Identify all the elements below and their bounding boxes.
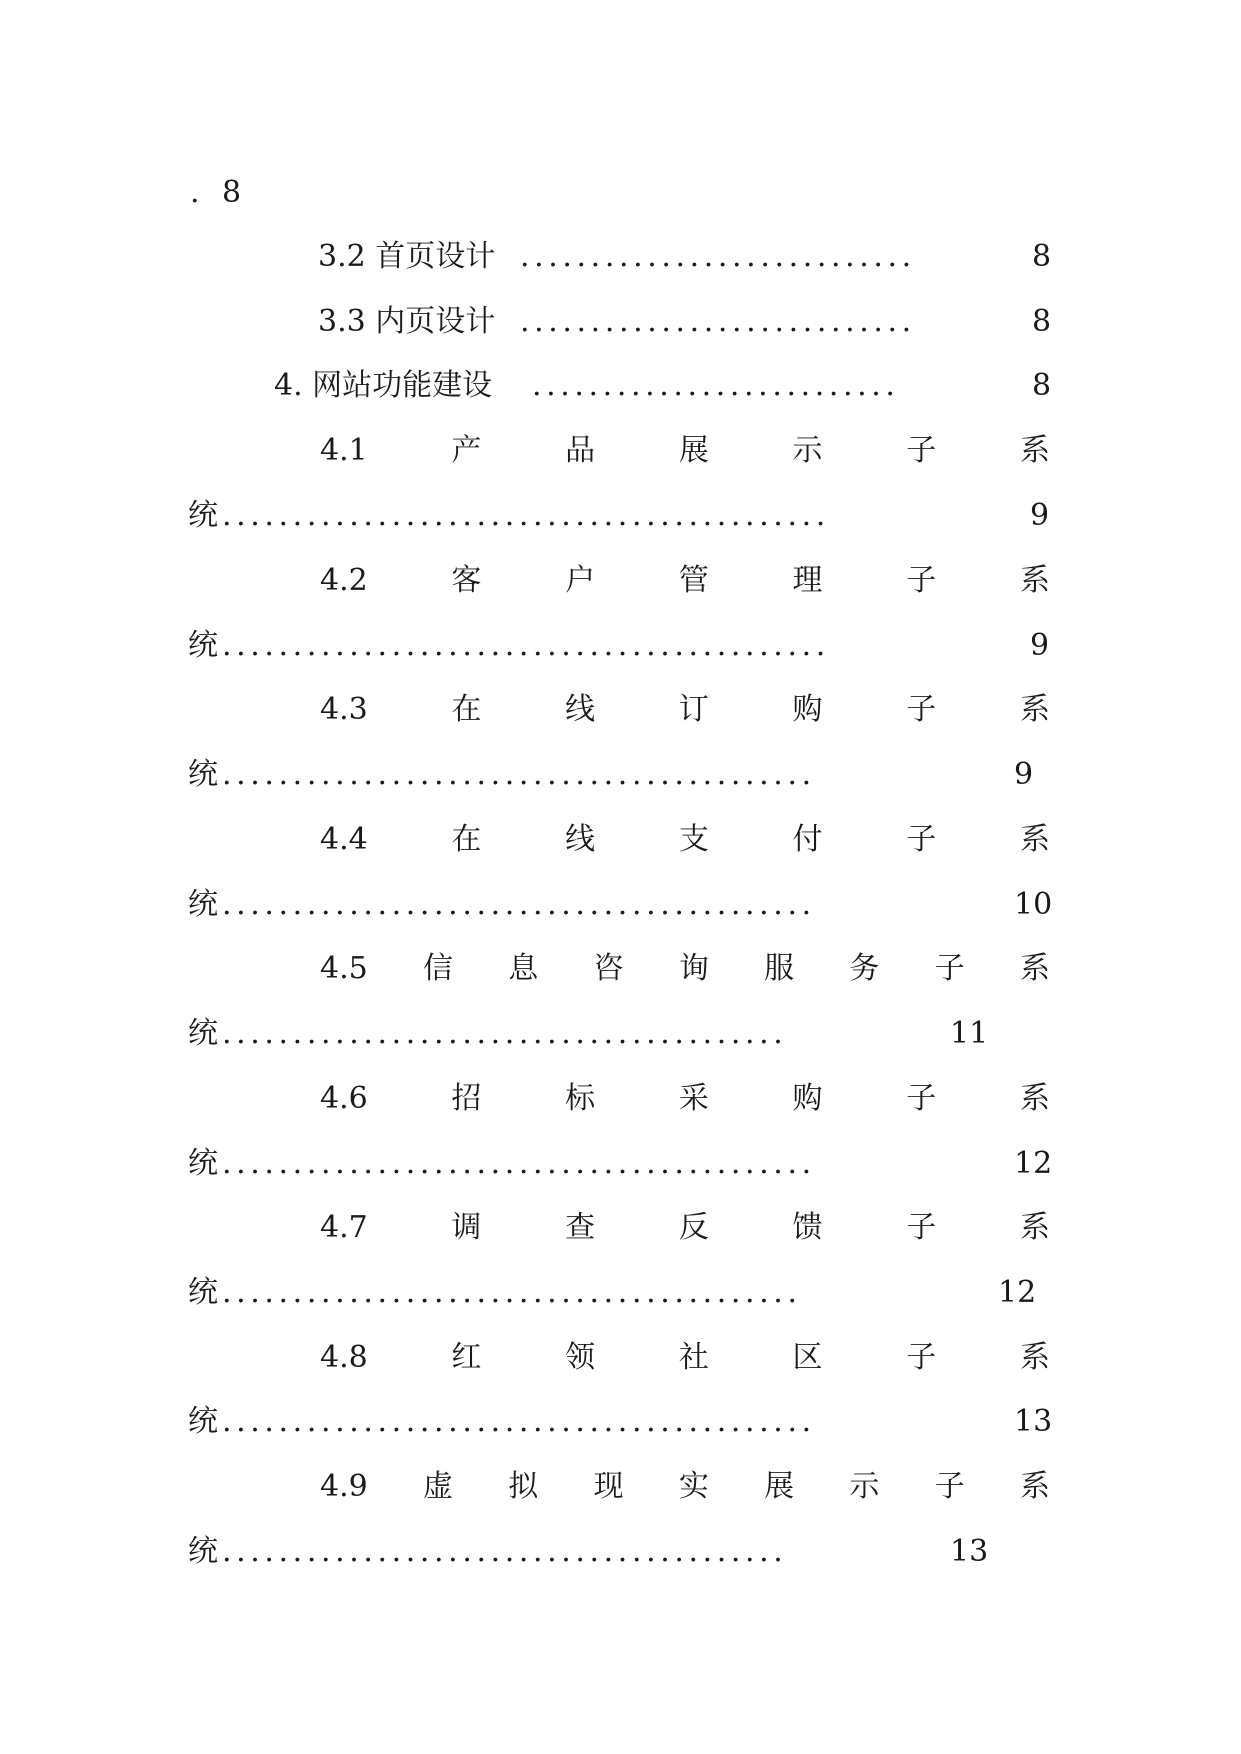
toc-title-char: 社 [678,1340,709,1375]
toc-title-char: 区 [792,1340,823,1375]
toc-title-char: 系 [1019,692,1050,727]
toc-title-char: 订 [678,692,709,727]
toc-entry-4-8-last: 统 [188,1404,218,1439]
toc-entry-4-7-leader: ......................................... [222,1275,802,1310]
toc-entry-4-6-title [320,1079,1050,1119]
toc-entry-4-5-number: 4.5 [320,951,368,986]
toc-entry-4-8-page: 13 [1014,1404,1053,1439]
toc-title-char: 付 [792,822,823,857]
toc-entry-4-3-title [320,690,1050,730]
toc-entry-4-6-number: 4.6 [320,1081,368,1116]
toc-entry-4-8-number: 4.8 [320,1340,368,1375]
toc-entry-4-label: 4. 网站功能建设 [274,368,493,403]
toc-title-char: 子 [906,822,937,857]
toc-title-char: 示 [792,433,823,468]
toc-entry-4-4-title [320,820,1050,860]
toc-title-char: 系 [1019,951,1050,986]
toc-title-char: 务 [849,951,880,986]
toc-title-char: 系 [1019,433,1050,468]
toc-title-char: 红 [451,1340,482,1375]
toc-title-char: 系 [1019,822,1050,857]
toc-entry-4-7-title [320,1208,1050,1248]
toc-title-char: 服 [764,951,795,986]
toc-title-char: 系 [1019,1081,1050,1116]
toc-title-char: 息 [508,951,539,986]
toc-title-char: 购 [792,692,823,727]
toc-title-char: 客 [451,563,482,598]
toc-entry-4-1-page: 9 [1030,498,1050,533]
toc-entry-4-2-page: 9 [1030,628,1050,663]
toc-entry-4-9-last: 统 [188,1534,218,1569]
toc-entry-4-9-number: 4.9 [320,1469,368,1504]
toc-title-char: 子 [906,1340,937,1375]
toc-title-char: 户 [565,563,596,598]
toc-entry-4-3-last: 统 [188,757,218,792]
toc-title-char: 在 [451,692,482,727]
toc-title-char: 现 [593,1469,624,1504]
toc-entry-3-3-label: 3.3 内页设计 [318,304,496,339]
toc-entry-4-3-number: 4.3 [320,692,368,727]
toc-entry-4-6-page: 12 [1014,1146,1053,1181]
toc-entry-4-3-leader: .......................................... [222,757,816,792]
toc-title-char: 管 [678,563,709,598]
toc-entry-4-leader: .......................... [532,368,900,403]
toc-title-char: 购 [792,1081,823,1116]
toc-title-char: 招 [451,1081,482,1116]
toc-title-char: 调 [451,1210,482,1245]
toc-title-char: 子 [934,951,965,986]
toc-entry-4-4-last: 统 [188,887,218,922]
toc-entry-4-7-number: 4.7 [320,1210,368,1245]
toc-title-char: 示 [849,1469,880,1504]
toc-title-char: 子 [906,433,937,468]
toc-title-char: 拟 [508,1469,539,1504]
toc-entry-4-5-leader: ........................................ [222,1016,788,1051]
toc-title-char: 线 [565,822,596,857]
toc-entry-4-6-last: 统 [188,1146,218,1181]
toc-entry-4-page: 8 [1032,368,1052,403]
toc-title-char: 反 [678,1210,709,1245]
toc-title-char: 系 [1019,1469,1050,1504]
toc-title-char: 实 [678,1469,709,1504]
toc-entry-4-5-title [320,949,1050,989]
toc-entry-3-2-page: 8 [1032,239,1052,274]
toc-entry-3-2-leader: ............................ [520,239,916,274]
toc-title-char: 虚 [423,1469,453,1504]
toc-title-char: 展 [764,1469,795,1504]
toc-title-char: 理 [792,563,823,598]
toc-entry-4-8-leader: .......................................... [222,1404,816,1439]
toc-entry-3-3-leader: ............................ [520,304,916,339]
toc-entry-4-1-number: 4.1 [320,433,368,468]
toc-entry-4-9-title [320,1467,1050,1507]
toc-entry-4-1-leader: ........................................... [222,498,830,533]
toc-entry-4-7-page: 12 [998,1275,1037,1310]
toc-continuation-page: 8 [222,175,242,210]
toc-entry-3-2-label: 3.2 首页设计 [318,239,496,274]
toc-title-char: 支 [678,822,709,857]
toc-title-char: 系 [1019,1210,1050,1245]
toc-entry-4-3-page: 9 [1014,757,1034,792]
toc-title-char: 咨 [593,951,624,986]
toc-title-char: 子 [906,1210,937,1245]
toc-title-char: 领 [565,1340,596,1375]
toc-entry-4-1-title [320,431,1050,471]
toc-title-char: 信 [423,951,453,986]
toc-entry-4-5-page: 11 [950,1016,989,1051]
toc-entry-4-4-page: 10 [1014,887,1053,922]
toc-title-char: 标 [565,1081,596,1116]
toc-title-char: 线 [565,692,596,727]
toc-entry-4-7-last: 统 [188,1275,218,1310]
toc-title-char: 品 [565,433,596,468]
toc-entry-4-2-title [320,561,1050,601]
toc-continuation-dot: . [190,175,200,210]
toc-entry-4-2-leader: ........................................... [222,628,830,663]
toc-entry-4-9-leader: ........................................ [222,1534,788,1569]
toc-title-char: 询 [678,951,709,986]
toc-entry-4-6-leader: .......................................... [222,1146,816,1181]
toc-title-char: 查 [565,1210,596,1245]
toc-title-char: 子 [906,1081,937,1116]
toc-title-char: 采 [678,1081,709,1116]
toc-title-char: 系 [1019,563,1050,598]
toc-title-char: 在 [451,822,482,857]
toc-title-char: 子 [906,563,937,598]
toc-title-char: 子 [906,692,937,727]
toc-title-char: 子 [934,1469,965,1504]
toc-entry-4-4-number: 4.4 [320,822,368,857]
toc-title-char: 产 [451,433,482,468]
toc-entry-4-4-leader: .......................................... [222,887,816,922]
toc-entry-4-9-page: 13 [950,1534,989,1569]
toc-entry-4-8-title [320,1338,1050,1378]
toc-entry-4-5-last: 统 [188,1016,218,1051]
toc-title-char: 系 [1019,1340,1050,1375]
toc-entry-4-2-last: 统 [188,628,218,663]
toc-title-char: 馈 [792,1210,823,1245]
toc-entry-3-3-page: 8 [1032,304,1052,339]
toc-title-char: 展 [678,433,709,468]
toc-entry-4-2-number: 4.2 [320,563,368,598]
toc-entry-4-1-last: 统 [188,498,218,533]
